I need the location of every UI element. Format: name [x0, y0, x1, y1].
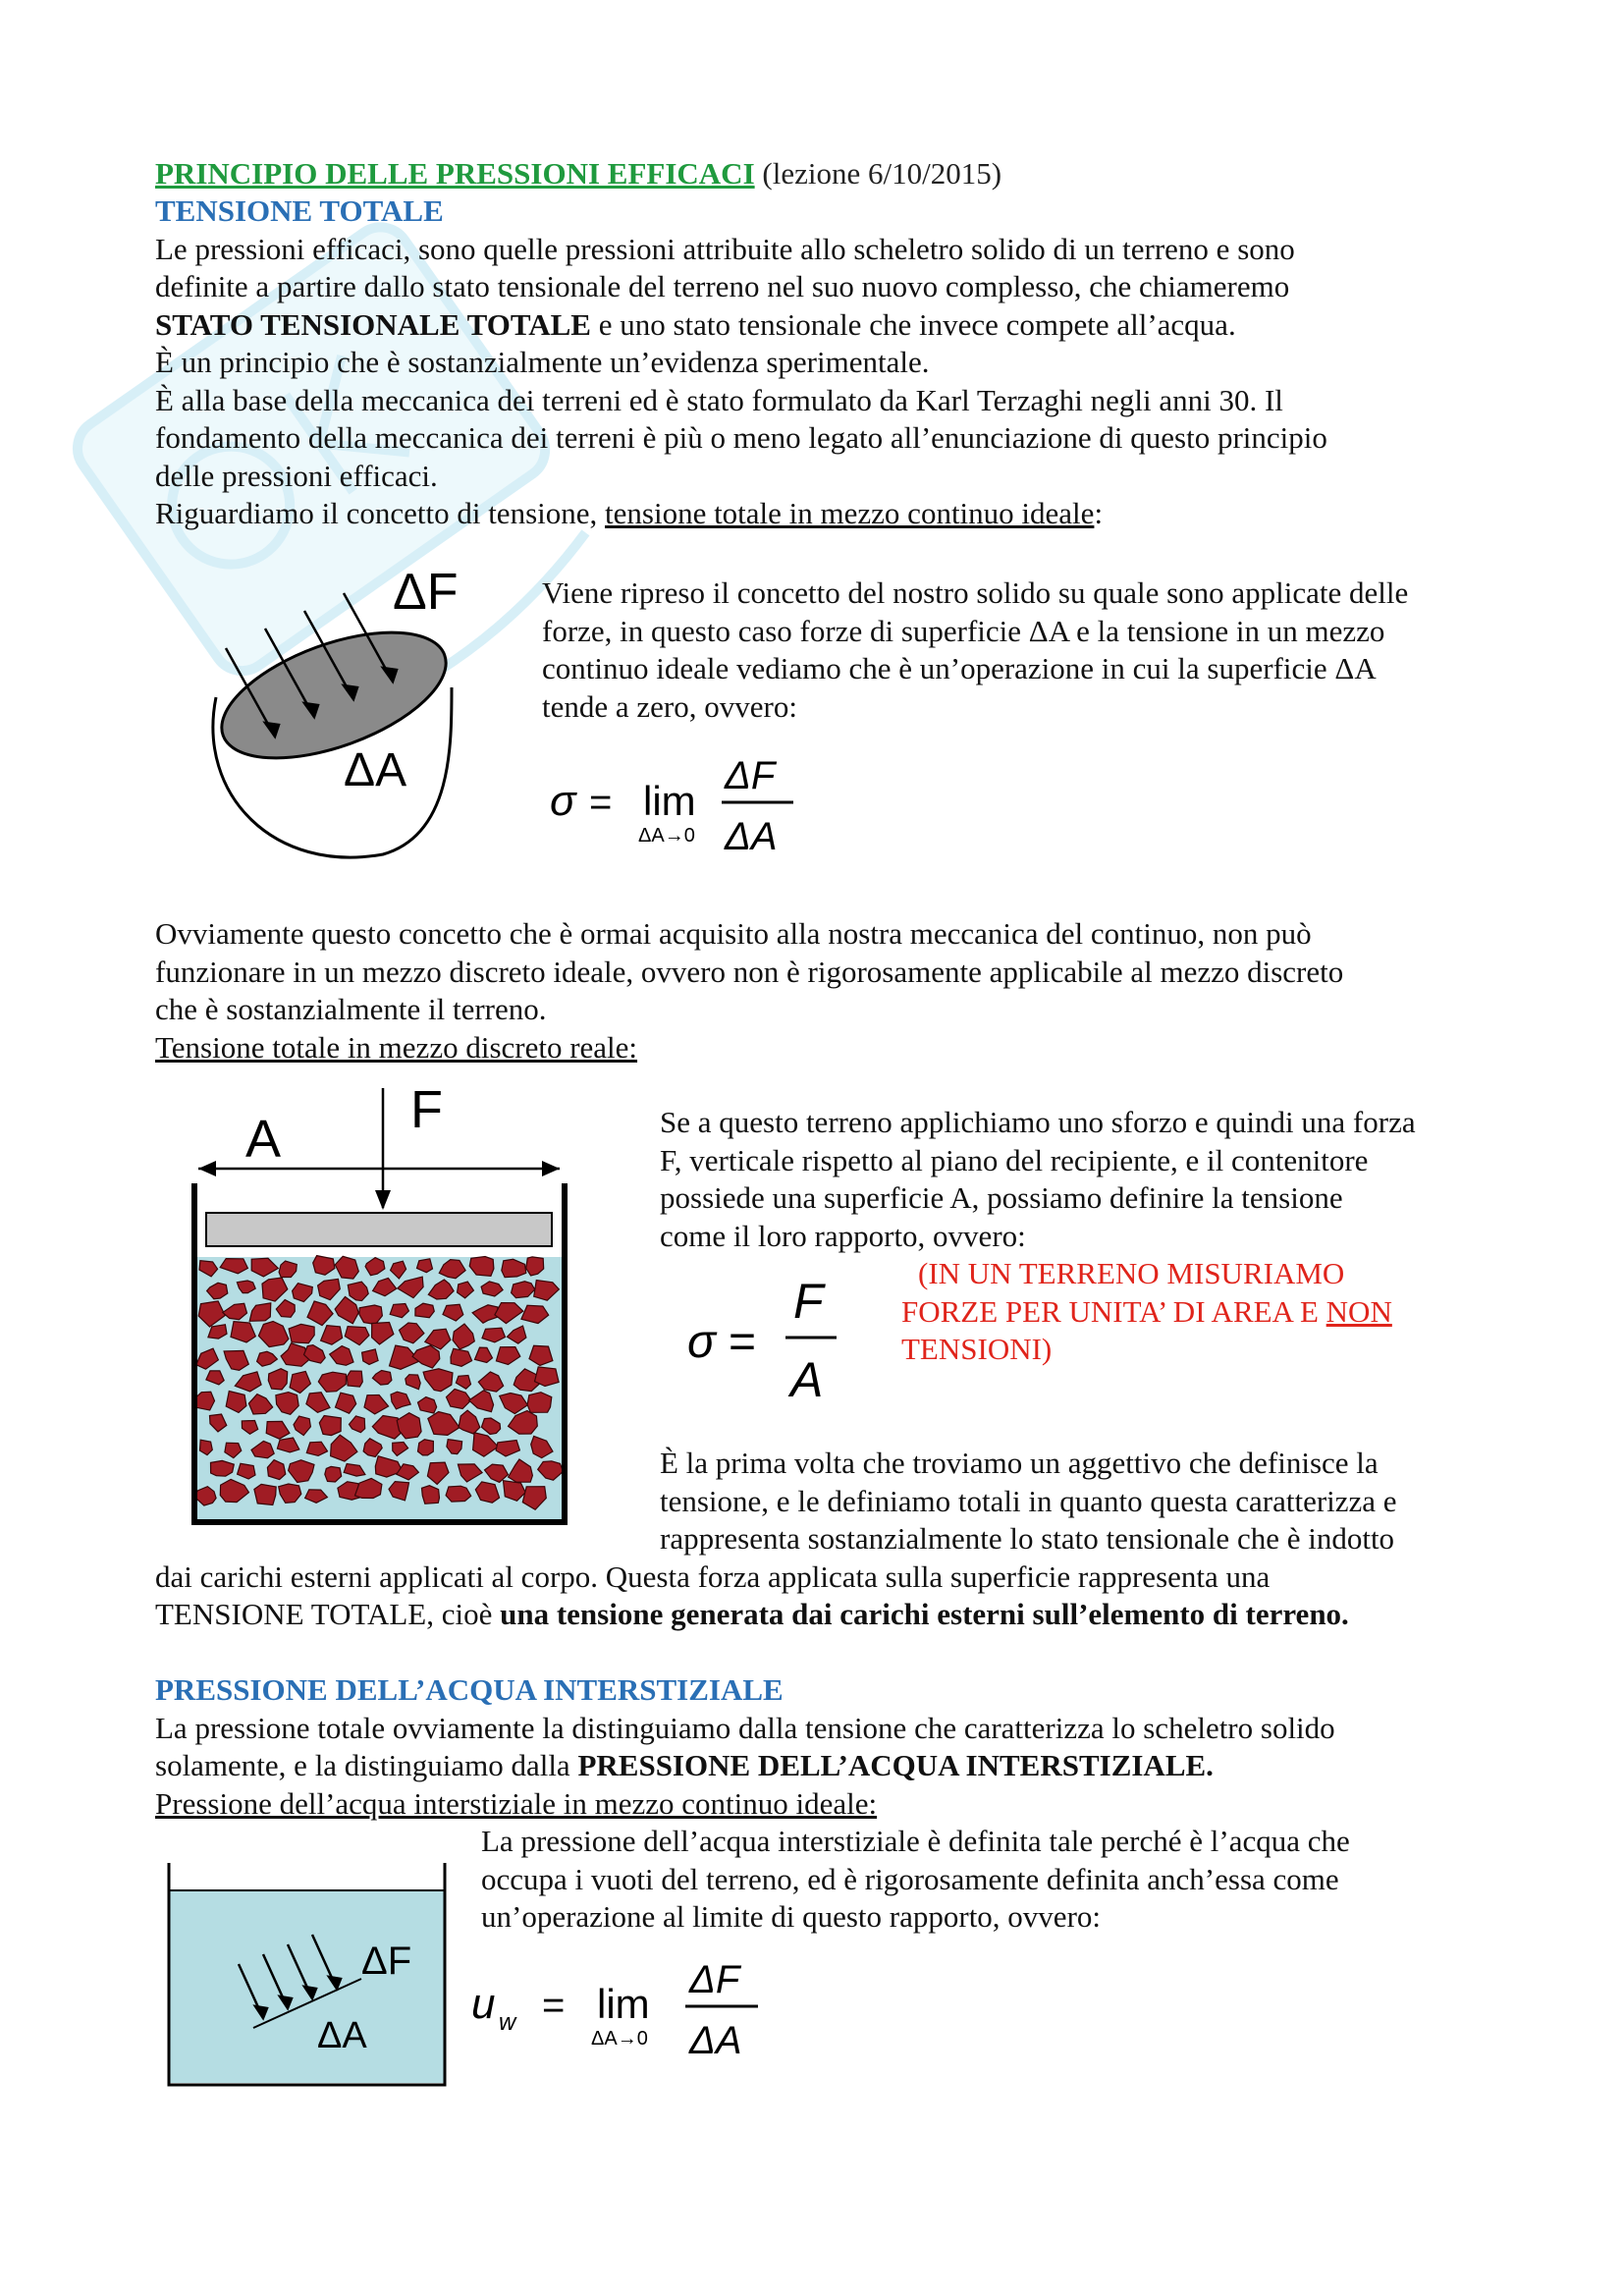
sigma-symbol: σ [687, 1316, 716, 1368]
sigma-symbol: σ [550, 777, 576, 825]
paragraph-line [155, 495, 1103, 533]
u-symbol: u [471, 1980, 496, 2028]
fraction-denominator: A [790, 1352, 824, 1407]
delta-a-label: ΔA [317, 2015, 367, 2056]
pore-water-figure [165, 1861, 450, 2089]
soil-grain [347, 1371, 362, 1387]
paragraph-line: Le pressioni efficaci, sono quelle pressioni attribuite allo scheletro solido di un terreno e sono [155, 232, 1295, 266]
lim-operator: lim [643, 778, 696, 824]
paragraph-line: Ovviamente questo concetto che è ormai acquisito alla nostra meccanica del continuo, non può [155, 916, 1312, 951]
soil-grain [211, 1460, 235, 1476]
fraction-numerator: F [793, 1274, 824, 1329]
note-text: FORZE PER UNITA’ DI AREA E [901, 1294, 1326, 1329]
fraction-numerator: ΔF [725, 754, 776, 797]
paragraph-line: È alla base della meccanica dei terreni ed è stato formulato da Karl Terzaghi negli anni 30. Il [155, 383, 1283, 417]
paragraph-line [155, 306, 1236, 345]
soil-grain [254, 1484, 276, 1504]
side-text-line: La pressione dell’acqua interstiziale è definita tale perché è l’acqua che [481, 1824, 1350, 1858]
side-text-line: È la prima volta che troviamo un aggettivo che definisce la [660, 1446, 1379, 1480]
soil-grain [422, 1486, 440, 1504]
soil-grain [527, 1393, 552, 1413]
side-text-line: occupa i vuoti del terreno, ed è rigorosamente definita anch’essa come [481, 1862, 1339, 1896]
w-subscript: w [499, 2009, 516, 2036]
paragraph-line: funzionare in un mezzo discreto ideale, ovvero non è rigorosamente applicabile al mezzo discreto [155, 955, 1344, 989]
surface-element-figure [157, 550, 520, 884]
fraction-denominator: ΔA [725, 815, 778, 858]
lim-subscript: ΔA→0 [638, 825, 695, 847]
underlined-text: tensione totale in mezzo continuo ideale [605, 496, 1095, 530]
area-label: A [245, 1110, 282, 1169]
soil-grain [319, 1416, 341, 1436]
section-heading-pressione-acqua: PRESSIONE DELL’ACQUA INTERSTIZIALE [155, 1672, 784, 1707]
side-text-line: possiede una superficie A, possiamo definire la tensione [660, 1180, 1343, 1215]
lim-subscript: ΔA→0 [591, 2028, 648, 2050]
delta-a-label: ΔA [344, 744, 407, 796]
bold-text: una tensione generata dai carichi esterni sull’elemento di terreno. [500, 1597, 1349, 1631]
soil-container-figure [187, 1080, 579, 1532]
main-heading: PRINCIPIO DELLE PRESSIONI EFFICACI [155, 156, 755, 191]
equals-sign: = [729, 1316, 757, 1368]
loading-plate [206, 1213, 552, 1246]
title-line [155, 155, 1001, 193]
stress-ratio-formula [677, 1267, 854, 1414]
equals-sign: = [589, 781, 613, 824]
subsection-title: Pressione dell’acqua interstiziale in mezzo continuo ideale: [155, 1786, 878, 1821]
paragraph-line [155, 1596, 1349, 1634]
soil-grain [446, 1486, 471, 1502]
text: : [1094, 496, 1104, 530]
soil-grain [535, 1367, 560, 1387]
soil-grain [418, 1440, 434, 1455]
note-line: TENSIONI) [901, 1332, 1053, 1366]
side-text-line: F, verticale rispetto al piano del recipiente, e il contenitore [660, 1143, 1369, 1177]
bold-text: PRESSIONE DELL’ACQUA INTERSTIZIALE. [577, 1748, 1214, 1782]
pore-pressure-formula [461, 1949, 785, 2067]
force-label: F [410, 1080, 443, 1139]
subsection-title: Tensione totale in mezzo discreto reale: [155, 1030, 638, 1065]
text: solamente, e la distinguiamo dalla [155, 1748, 578, 1782]
paragraph-line [155, 1747, 1214, 1785]
side-text-line: un’operazione al limite di questo rapporto, ovvero: [481, 1899, 1102, 1934]
soil-grain [362, 1349, 379, 1365]
text: Riguardiamo il concetto di tensione, [155, 496, 606, 530]
note-line: (IN UN TERRENO MISURIAMO [918, 1256, 1345, 1290]
note-line [901, 1293, 1392, 1332]
side-text-line: forze, in questo caso forze di superficie ΔA e la tensione in un mezzo [542, 614, 1385, 648]
delta-f-label: ΔF [393, 564, 459, 621]
side-text-line: rappresenta sostanzialmente lo stato tensionale che è indotto [660, 1521, 1395, 1556]
paragraph-line: fondamento della meccanica dei terreni è più o meno legato all’enunciazione di questo principio [155, 420, 1327, 455]
lim-operator: lim [597, 1981, 650, 2027]
side-text-line: tensione, e le definiamo totali in quanto questa caratterizza e [660, 1484, 1397, 1518]
paragraph-line: La pressione totale ovviamente la distinguiamo dalla tensione che caratterizza lo scheletro solido [155, 1711, 1335, 1745]
text: TENSIONE TOTALE, cioè [155, 1597, 501, 1631]
lesson-date: (lezione 6/10/2015) [762, 156, 1002, 191]
paragraph-line: che è sostanzialmente il terreno. [155, 992, 547, 1026]
equals-sign: = [542, 1984, 566, 2027]
fraction-numerator: ΔF [689, 1958, 740, 2001]
side-text-line: Se a questo terreno applichiamo uno sforzo e quindi una forza [660, 1105, 1416, 1139]
soil-grain [195, 1392, 215, 1410]
delta-f-label: ΔF [361, 1940, 412, 1983]
paragraph-line: È un principio che è sostanzialmente un’evidenza sperimentale. [155, 345, 930, 379]
side-text-line: continuo ideale vediamo che è un’operazione in cui la superficie ΔA [542, 651, 1377, 685]
bold-term: STATO TENSIONALE TOTALE [155, 307, 591, 342]
soil-grain [289, 1324, 314, 1342]
side-text-line: tende a zero, ovvero: [542, 689, 797, 724]
paragraph-line: definite a partire dallo stato tensionale del terreno nel suo nuovo complesso, che chiameremo [155, 269, 1290, 303]
fraction-denominator: ΔA [689, 2019, 742, 2062]
text: e uno stato tensionale che invece compete all’acqua. [590, 307, 1236, 342]
section-heading-tensione-totale: TENSIONE TOTALE [155, 193, 444, 228]
paragraph-line: dai carichi esterni applicati al corpo. Questa forza applicata sulla superficie rappresenta una [155, 1559, 1271, 1594]
side-text-line: Viene ripreso il concetto del nostro solido su quale sono applicate delle [542, 575, 1409, 610]
note-underline: NON [1325, 1294, 1392, 1329]
stress-limit-formula [540, 741, 815, 864]
paragraph-line: delle pressioni efficaci. [155, 459, 438, 493]
side-text-line: come il loro rapporto, ovvero: [660, 1219, 1026, 1253]
